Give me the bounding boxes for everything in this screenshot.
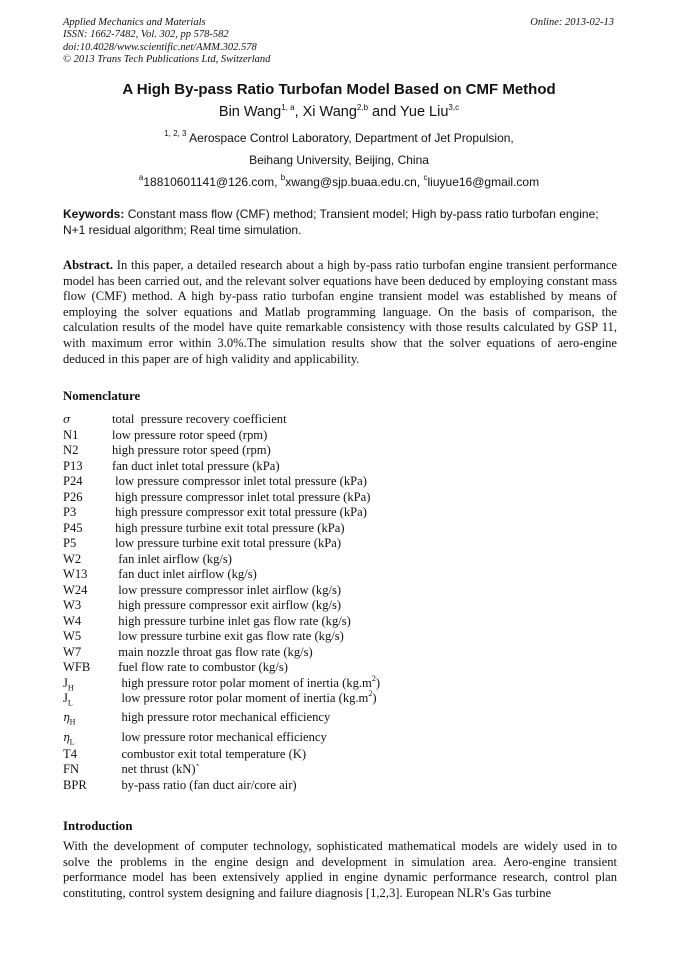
nomenclature-row — [63, 459, 617, 475]
nomenclature-definition — [112, 536, 341, 552]
nomenclature-row — [63, 673, 617, 693]
symbol-subscript: H — [69, 717, 76, 727]
nomenclature-definition — [112, 412, 287, 428]
definition-text: low pressure rotor mechanical efficiency — [112, 729, 327, 744]
email-mark: a — [138, 173, 144, 182]
symbol-text: J — [63, 675, 68, 690]
email-address[interactable]: 18810601141@126.com — [143, 175, 275, 189]
symbol-text: P3 — [63, 505, 77, 519]
symbol-text: W7 — [63, 644, 82, 659]
abstract-text: In this paper, a detailed research about a high by-pass ratio turbofan engine transient performance model has been carried out, and the relevant solver equations have been deduced by employing constant mass flow (CMF) method. A high by-pass ratio turbofan engine transient model was established by means of employing the solver equations and Matlab programming language. On the basis of comparison, the calculation results of the model have quite remarkable consistency with those results calculated by GSP 11, with maximum error within 3.0%.The simulation results show that the solver equations of aero-engine deduced in this paper are of high validity and applicability. — [63, 258, 617, 366]
symbol-glyph: η — [63, 730, 70, 744]
nomenclature-definition — [112, 598, 341, 614]
definition-text: low pressure rotor polar moment of inertia (kg.m — [112, 691, 369, 705]
nomenclature-row — [63, 412, 617, 428]
nomenclature-row — [63, 583, 617, 599]
nomenclature-list — [63, 412, 617, 793]
abstract-label: Abstract. — [63, 258, 114, 272]
online-date: Online: 2013-02-13 — [530, 17, 614, 28]
nomenclature-row — [63, 536, 617, 552]
nomenclature-symbol — [63, 660, 90, 676]
nomenclature-symbol — [63, 598, 81, 614]
definition-text: fan duct inlet total pressure (kPa) — [112, 458, 280, 473]
symbol-text: P45 — [63, 520, 83, 535]
definition-text: high pressure compressor exit airflow (kg/s) — [112, 598, 342, 612]
email-address[interactable]: liuyue16@gmail.com — [427, 175, 540, 189]
keywords-label: Keywords: — [63, 207, 125, 221]
nomenclature-row — [63, 707, 617, 727]
nomenclature-row — [63, 428, 617, 444]
nomenclature-row — [63, 747, 617, 763]
definition-text: high pressure turbine exit total pressure (kPa) — [112, 520, 345, 535]
introduction-text: With the development of computer technology, sophisticated mathematical models are widely used in to solve the problems in the engine design and development in simulation area. Aero-engine transient performance model has been extensively applied in engine dynamic performance research, control plan constituting, control system designing and failure diagnosis [1,2,3]. European NLR's Gas turbine — [63, 839, 617, 900]
nomenclature-row — [63, 474, 617, 490]
nomenclature-row — [63, 521, 617, 537]
author-name: Xi Wang — [302, 104, 357, 120]
nomenclature-symbol — [63, 567, 87, 583]
symbol-subscript: L — [69, 737, 75, 747]
paper-title: A High By-pass Ratio Turbofan Model Based on CMF Method — [122, 81, 556, 98]
nomenclature-definition — [112, 762, 200, 778]
nomenclature-definition — [112, 443, 271, 459]
nomenclature-definition — [112, 459, 280, 475]
definition-tail: ) — [375, 675, 381, 690]
nomenclature-definition — [112, 490, 370, 506]
nomenclature-row — [63, 778, 617, 794]
author-affil-mark: 2,b — [356, 103, 369, 112]
nomenclature-row — [63, 567, 617, 583]
definition-text: low pressure turbine exit gas flow rate (kg/s) — [112, 629, 344, 643]
nomenclature-definition — [112, 428, 267, 444]
definition-text: fan inlet airflow (kg/s) — [112, 551, 232, 566]
nomenclature-row — [63, 552, 617, 568]
symbol-text: WFB — [63, 660, 91, 674]
email-address[interactable]: xwang@sjp.buaa.edu.cn — [285, 175, 417, 189]
definition-text: by-pass ratio (fan duct air/core air) — [112, 777, 297, 792]
nomenclature-symbol — [63, 645, 81, 661]
definition-text: total pressure recovery coefficient — [112, 412, 287, 426]
nomenclature-row — [63, 629, 617, 645]
nomenclature-definition — [112, 505, 367, 521]
symbol-text: W13 — [63, 567, 88, 581]
nomenclature-row — [63, 614, 617, 630]
nomenclature-row — [63, 691, 617, 707]
nomenclature-symbol — [63, 747, 77, 763]
author-line — [0, 104, 678, 120]
definition-tail: ) — [372, 691, 377, 705]
symbol-text: FN — [63, 762, 80, 776]
keywords-block — [63, 207, 617, 238]
nomenclature-definition — [112, 673, 381, 692]
abstract-block — [63, 258, 617, 367]
affiliation-line-1 — [0, 131, 678, 145]
symbol-text: N2 — [63, 443, 79, 457]
definition-text: fan duct inlet airflow (kg/s) — [112, 567, 257, 581]
nomenclature-definition — [112, 727, 327, 747]
author-separator: and — [368, 104, 401, 120]
nomenclature-symbol — [63, 536, 76, 552]
nomenclature-symbol — [63, 459, 83, 475]
nomenclature-definition — [112, 747, 306, 763]
nomenclature-definition — [112, 567, 257, 583]
nomenclature-symbol — [63, 614, 81, 630]
definition-text: high pressure rotor speed (rpm) — [112, 443, 271, 457]
nomenclature-row — [63, 490, 617, 506]
definition-text: combustor exit total temperature (K) — [112, 746, 307, 761]
nomenclature-row — [63, 660, 617, 676]
nomenclature-row — [63, 505, 617, 521]
symbol-text: P5 — [63, 536, 77, 550]
nomenclature-symbol — [63, 505, 76, 521]
symbol-text: W24 — [63, 582, 88, 597]
nomenclature-definition — [112, 552, 232, 568]
nomenclature-symbol — [63, 629, 81, 645]
definition-text: fuel flow rate to combustor (kg/s) — [112, 660, 288, 674]
symbol-glyph: η — [63, 710, 70, 724]
nomenclature-definition — [112, 583, 341, 599]
nomenclature-definition — [112, 660, 288, 676]
symbol-glyph: σ — [63, 413, 71, 426]
journal-name: Applied Mechanics and Materials — [63, 17, 206, 28]
nomenclature-definition — [112, 614, 351, 630]
nomenclature-definition — [112, 629, 344, 645]
nomenclature-heading: Nomenclature — [63, 389, 141, 403]
symbol-text: T4 — [63, 746, 77, 761]
nomenclature-symbol — [63, 443, 78, 459]
nomenclature-row — [63, 598, 617, 614]
symbol-subscript: H — [67, 683, 74, 693]
nomenclature-symbol — [63, 412, 71, 428]
symbol-text: J — [63, 691, 68, 705]
symbol-text: P26 — [63, 489, 83, 504]
author-affil-mark: 3,c — [448, 103, 460, 112]
author-name: Bin Wang — [218, 104, 282, 120]
nomenclature-symbol — [63, 583, 87, 599]
definition-text: high pressure compressor inlet total pressure (kPa) — [112, 489, 371, 504]
definition-text: high pressure rotor polar moment of inertia (kg.m — [112, 675, 372, 690]
definition-text: high pressure compressor exit total pressure (kPa) — [112, 505, 367, 519]
definition-text: high pressure rotor mechanical efficiency — [112, 709, 331, 724]
doi-line: doi:10.4028/www.scientific.net/AMM.302.578 — [63, 41, 257, 53]
email-mark: b — [280, 173, 286, 182]
email-line: $^a$18810601141@126.com, $^b$xwang@sjp.buaa.edu.cn, $^c$liuyue16@gmail.com — [138, 173, 540, 189]
affiliation-line-2: Beihang University, Beijing, China — [249, 153, 429, 167]
symbol-text: P13 — [63, 458, 83, 473]
issn-line: ISSN: 1662-7482, Vol. 302, pp 578-582 — [63, 29, 229, 41]
nomenclature-definition — [112, 778, 297, 794]
nomenclature-symbol — [63, 490, 83, 506]
symbol-text: BPR — [63, 777, 87, 792]
introduction-heading: Introduction — [63, 819, 133, 833]
symbol-text: W3 — [63, 598, 82, 612]
symbol-text: N1 — [63, 427, 79, 442]
definition-text: low pressure rotor speed (rpm) — [112, 427, 268, 442]
nomenclature-symbol — [63, 521, 83, 537]
nomenclature-symbol — [63, 778, 87, 794]
journal-header — [63, 17, 614, 66]
nomenclature-definition — [112, 691, 377, 707]
affiliation-text: Aerospace Control Laboratory, Department of Jet Propulsion, — [189, 131, 514, 145]
definition-text: low pressure turbine exit total pressure (kPa) — [112, 536, 342, 550]
definition-text: main nozzle throat gas flow rate (kg/s) — [112, 644, 313, 659]
affiliation-mark: 1, 2, 3 — [164, 129, 187, 138]
definition-text: low pressure compressor inlet airflow (kg/s) — [112, 582, 342, 597]
nomenclature-definition — [112, 474, 367, 490]
nomenclature-row — [63, 645, 617, 661]
definition-text: low pressure compressor inlet total pressure (kPa) — [112, 474, 367, 488]
nomenclature-row — [63, 443, 617, 459]
author-affil-mark: 1, a — [281, 103, 295, 112]
author-separator: , — [294, 104, 303, 120]
unit-exponent: 2 — [371, 673, 376, 683]
email-mark: c — [423, 173, 428, 182]
nomenclature-symbol — [63, 474, 83, 490]
copyright-line: © 2013 Trans Tech Publications Ltd, Switzerland — [63, 53, 271, 65]
definition-text: net thrust (kN)` — [112, 762, 200, 776]
nomenclature-row — [63, 727, 617, 747]
symbol-text: W5 — [63, 629, 82, 643]
nomenclature-symbol — [63, 762, 79, 778]
symbol-text: W2 — [63, 551, 82, 566]
symbol-subscript: L — [67, 698, 73, 708]
nomenclature-definition — [112, 521, 345, 537]
symbol-text: W4 — [63, 613, 82, 628]
keywords-text: Constant mass flow (CMF) method; Transient model; High by-pass ratio turbofan engine; N+1 residual algorithm; Real time simulation. — [63, 207, 599, 237]
author-name: Yue Liu — [400, 104, 449, 120]
nomenclature-definition — [112, 707, 330, 727]
unit-exponent: 2 — [368, 689, 373, 698]
nomenclature-symbol — [63, 428, 78, 444]
nomenclature-definition — [112, 645, 313, 661]
nomenclature-row — [63, 762, 617, 778]
nomenclature-symbol — [63, 552, 81, 568]
symbol-text: P24 — [63, 474, 83, 488]
definition-text: high pressure turbine inlet gas flow rate (kg/s) — [112, 613, 351, 628]
